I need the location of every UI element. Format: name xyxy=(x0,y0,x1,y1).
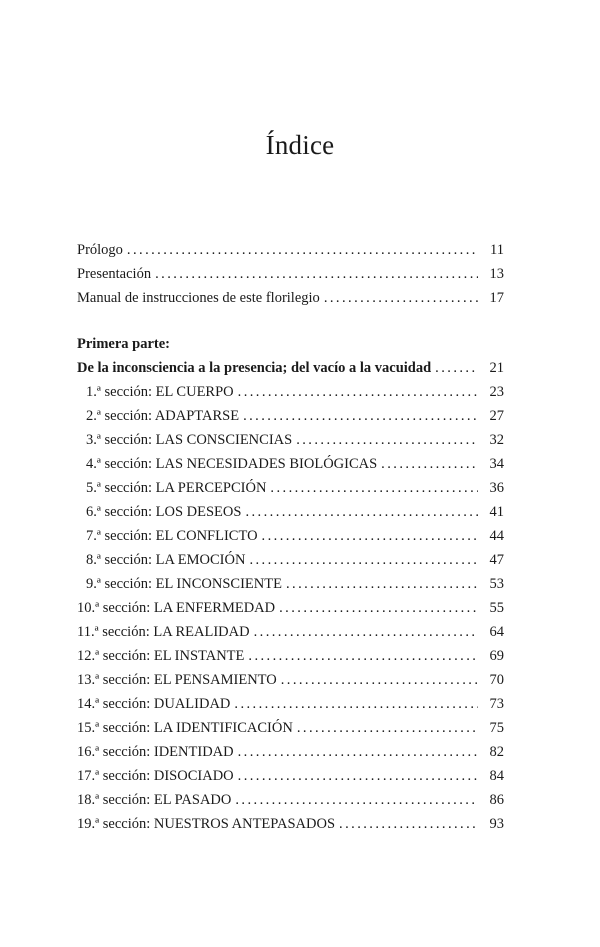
toc-entry-label: 3.ª sección: LAS CONSCIENCIAS xyxy=(86,432,293,448)
toc-entry-label: 9.ª sección: EL INCONSCIENTE xyxy=(86,576,282,592)
dot-leader xyxy=(245,500,478,524)
toc-entry-section[interactable] xyxy=(77,764,504,788)
toc-entry-prologo[interactable] xyxy=(77,238,504,262)
toc-entry-section[interactable] xyxy=(77,716,504,740)
dot-leader xyxy=(155,262,478,286)
toc-entry-page: 21 xyxy=(489,360,504,376)
toc-entry-label: De la inconsciencia a la presencia; del vacío a la vacuidad xyxy=(77,360,432,376)
toc-entry-label: 17.ª sección: DISOCIADO xyxy=(77,768,234,784)
toc-entry-label: 19.ª sección: NUESTROS ANTEPASADOS xyxy=(77,816,336,832)
dot-leader xyxy=(234,692,478,716)
toc-entry-page: 55 xyxy=(489,600,504,616)
toc-entry-section[interactable] xyxy=(77,812,504,836)
toc-entry-page: 64 xyxy=(489,624,504,640)
toc-entry-section[interactable] xyxy=(77,740,504,764)
toc-entry-label: 1.ª sección: EL CUERPO xyxy=(86,384,234,400)
toc-entry-page: 93 xyxy=(489,816,504,832)
toc-entry-label: 6.ª sección: LOS DESEOS xyxy=(86,504,242,520)
dot-leader xyxy=(270,476,478,500)
toc-entry-section[interactable] xyxy=(77,524,504,548)
toc-entry-section[interactable] xyxy=(77,572,504,596)
toc-entry-label: 11.ª sección: LA REALIDAD xyxy=(77,624,250,640)
toc-entry-page: 53 xyxy=(489,576,504,592)
toc-entry-page: 86 xyxy=(489,792,504,808)
toc-entry-presentacion[interactable] xyxy=(77,262,504,286)
toc-entry-section[interactable] xyxy=(77,548,504,572)
dot-leader xyxy=(238,740,478,764)
toc-entry-section[interactable] xyxy=(77,404,504,428)
toc-entry-label: 8.ª sección: LA EMOCIÓN xyxy=(86,552,246,568)
page-title: Índice xyxy=(265,130,335,160)
toc-entry-page: 44 xyxy=(489,528,504,544)
dot-leader xyxy=(339,812,478,836)
toc-entry-page: 82 xyxy=(489,744,504,760)
dot-leader xyxy=(435,356,478,380)
toc-entry-page: 13 xyxy=(489,266,504,282)
toc-entry-page: 75 xyxy=(489,720,504,736)
dot-leader xyxy=(249,548,478,572)
toc-entry-section[interactable] xyxy=(77,620,504,644)
toc-entry-page: 73 xyxy=(489,696,504,712)
dot-leader xyxy=(281,668,478,692)
toc-entry-page: 17 xyxy=(489,290,504,306)
dot-leader xyxy=(254,620,478,644)
dot-leader xyxy=(235,788,478,812)
dot-leader xyxy=(324,286,478,310)
toc-entry-page: 27 xyxy=(489,408,504,424)
toc-entry-label: Manual de instrucciones de este florilegio xyxy=(77,290,320,306)
toc-entry-label: 13.ª sección: EL PENSAMIENTO xyxy=(77,672,277,688)
dot-leader xyxy=(262,524,478,548)
toc-entry-page: 11 xyxy=(490,242,504,258)
toc-entry-label: 14.ª sección: DUALIDAD xyxy=(77,696,231,712)
toc-entry-section[interactable] xyxy=(77,452,504,476)
toc-entry-section[interactable] xyxy=(77,644,504,668)
toc-entry-label: 12.ª sección: EL INSTANTE xyxy=(77,648,245,664)
toc-entry-section[interactable] xyxy=(77,380,504,404)
toc-entry-page: 41 xyxy=(489,504,504,520)
toc-entry-section[interactable] xyxy=(77,500,504,524)
dot-leader xyxy=(238,380,478,404)
toc-entry-label: 10.ª sección: LA ENFERMEDAD xyxy=(77,600,276,616)
toc-entry-label: 5.ª sección: LA PERCEPCIÓN xyxy=(86,480,267,496)
toc-entry-section[interactable] xyxy=(77,692,504,716)
toc-entry-section[interactable] xyxy=(77,596,504,620)
toc-entry-label: 16.ª sección: IDENTIDAD xyxy=(77,744,234,760)
toc-entry-page: 84 xyxy=(489,768,504,784)
section-gap xyxy=(77,310,504,332)
toc-entry-section[interactable] xyxy=(77,428,504,452)
dot-leader xyxy=(279,596,478,620)
toc-entry-page: 70 xyxy=(489,672,504,688)
toc-entry-page: 47 xyxy=(489,552,504,568)
toc-entry-label: 4.ª sección: LAS NECESIDADES BIOLÓGICAS xyxy=(86,456,378,472)
toc-entry-section[interactable] xyxy=(77,788,504,812)
part-heading: Primera parte: xyxy=(77,336,170,352)
toc-entry-section[interactable] xyxy=(77,668,504,692)
dot-leader xyxy=(238,764,478,788)
toc-entry-section[interactable] xyxy=(77,476,504,500)
toc-entry-label: 15.ª sección: LA IDENTIFICACIÓN xyxy=(77,720,293,736)
toc-entry-page: 34 xyxy=(489,456,504,472)
toc-entry-label: Presentación xyxy=(77,266,152,282)
toc-entry-label: Prólogo xyxy=(77,242,123,258)
toc-entry-label: 7.ª sección: EL CONFLICTO xyxy=(86,528,258,544)
toc-entry-label: 2.ª sección: ADAPTARSE xyxy=(86,408,240,424)
dot-leader xyxy=(296,428,478,452)
table-of-contents xyxy=(77,238,504,836)
toc-entry-page: 36 xyxy=(489,480,504,496)
toc-entry-manual[interactable] xyxy=(77,286,504,310)
toc-entry-part-subtitle[interactable] xyxy=(77,356,504,380)
dot-leader xyxy=(127,238,478,262)
toc-entry-label: 18.ª sección: EL PASADO xyxy=(77,792,232,808)
dot-leader xyxy=(286,572,478,596)
dot-leader xyxy=(243,404,478,428)
toc-entry-page: 23 xyxy=(489,384,504,400)
dot-leader xyxy=(381,452,478,476)
dot-leader xyxy=(248,644,478,668)
dot-leader xyxy=(297,716,478,740)
toc-entry-page: 69 xyxy=(489,648,504,664)
toc-entry-page: 32 xyxy=(489,432,504,448)
